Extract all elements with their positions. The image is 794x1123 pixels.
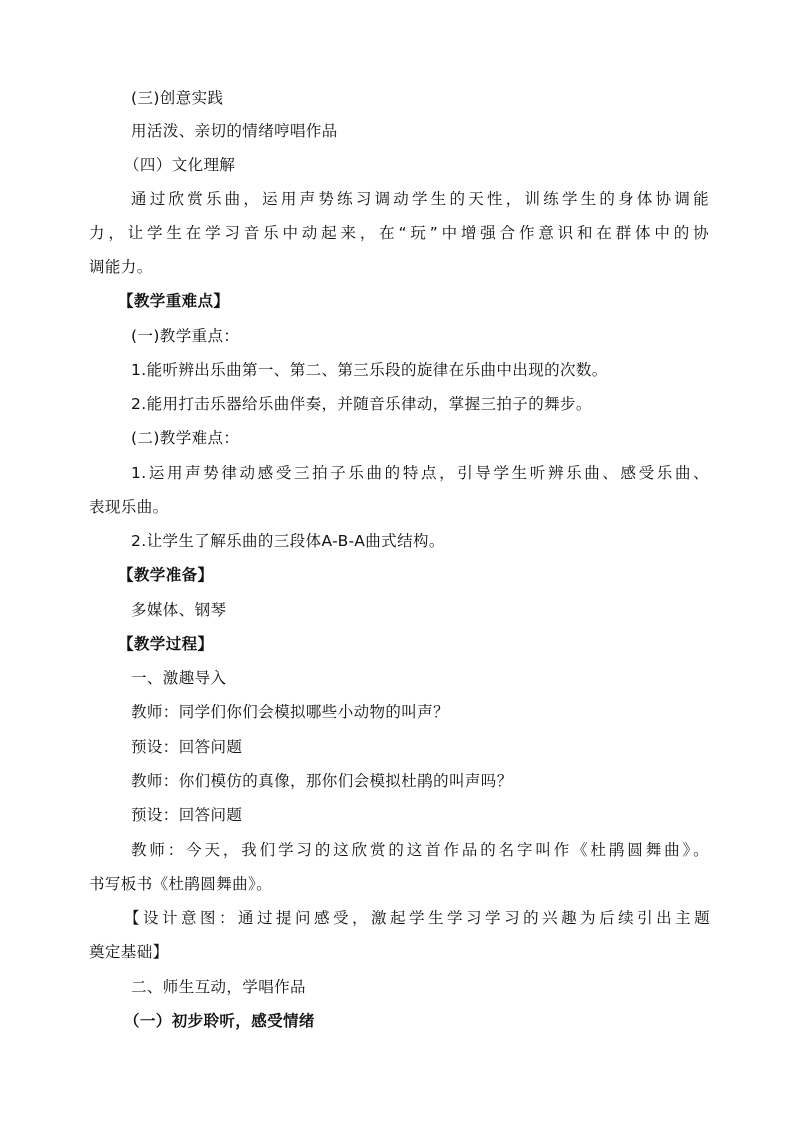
dialogue-line: 教师：今天，我们学习的这欣赏的这首作品的名字叫作《杜鹃圆舞曲》。 bbox=[131, 841, 709, 859]
subheading-focus: (一)教学重点： bbox=[131, 327, 240, 345]
paragraph-hum: 用活泼、亲切的情绪哼唱作品 bbox=[131, 122, 338, 140]
heading-key-points: 【教学重难点】 bbox=[118, 292, 230, 310]
section-creative-practice: (三)创意实践 bbox=[131, 89, 224, 107]
design-intent: 【设计意图：通过提问感受，激起学生学习学习的兴趣为后续引出主题 bbox=[124, 909, 710, 927]
heading-process: 【教学过程】 bbox=[118, 635, 214, 653]
dialogue-line: 预设：回答问题 bbox=[131, 738, 243, 756]
subheading-difficulty: (二)教学难点： bbox=[131, 429, 240, 447]
paragraph-text: 调能力。 bbox=[89, 258, 153, 276]
heading-preparation: 【教学准备】 bbox=[118, 566, 214, 584]
list-item: 1.能听辨出乐曲第一、第二、第三乐段的旋律在乐曲中出现的次数。 bbox=[131, 361, 608, 379]
design-intent-continued: 奠定基础】 bbox=[89, 943, 169, 961]
list-item: 1.运用声势律动感受三拍子乐曲的特点，引导学生听辨乐曲、感受乐曲、 bbox=[131, 464, 709, 482]
paragraph-text: 通过欣赏乐曲，运用声势练习调动学生的天性，训练学生的身体协调能 bbox=[131, 190, 709, 208]
paragraph-text: 力，让学生在学习音乐中动起来，在“玩”中增强合作意识和在群体中的协 bbox=[89, 224, 709, 242]
subheading-interaction: 二、师生互动，学唱作品 bbox=[131, 978, 306, 996]
dialogue-line-continued: 书写板书《杜鹃圆舞曲》。 bbox=[89, 875, 273, 893]
list-item: 2.让学生了解乐曲的三段体A-B-A曲式结构。 bbox=[131, 532, 445, 550]
dialogue-line: 教师：同学们你们会模拟哪些小动物的叫声？ bbox=[131, 703, 450, 721]
paragraph-text: 多媒体、钢琴 bbox=[131, 601, 227, 619]
subheading-intro: 一、激趣导入 bbox=[131, 669, 227, 687]
list-item: 2.能用打击乐器给乐曲伴奏，并随音乐律动，掌握三拍子的舞步。 bbox=[131, 395, 592, 413]
section-cultural-understanding: （四）文化理解 bbox=[124, 156, 236, 174]
list-item-continued: 表现乐曲。 bbox=[89, 498, 169, 516]
subheading-first-listen: （一）初步聆听，感受情绪 bbox=[124, 1012, 315, 1030]
dialogue-line: 教师：你们模仿的真像，那你们会模拟杜鹃的叫声吗？ bbox=[131, 772, 513, 790]
dialogue-line: 预设：回答问题 bbox=[131, 806, 243, 824]
